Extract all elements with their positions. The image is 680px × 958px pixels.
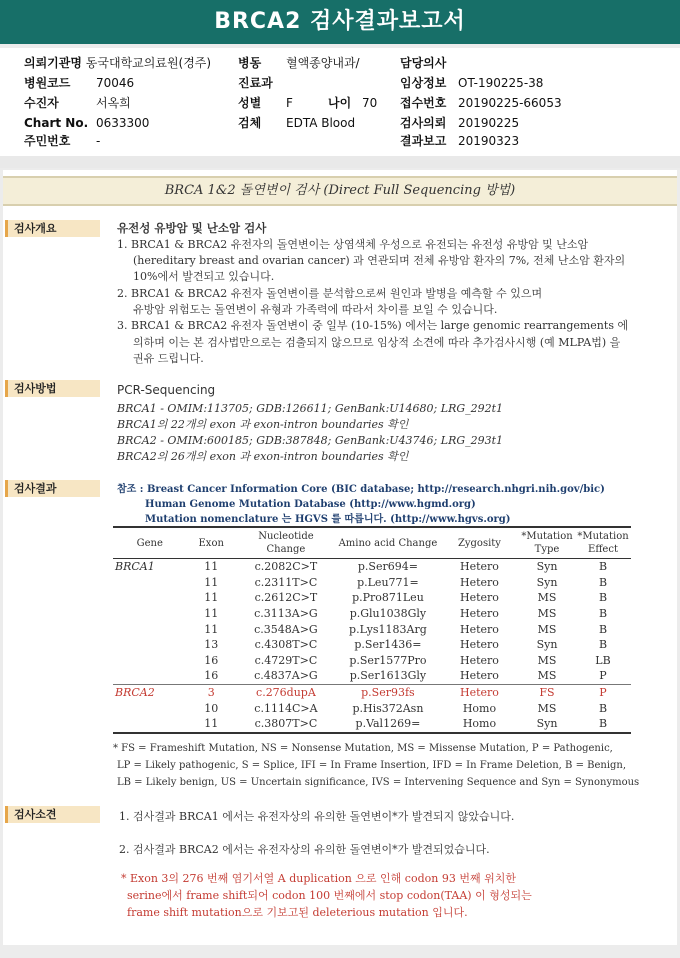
cell-exon: 11 — [204, 575, 219, 589]
cell-zygosity: Hetero — [460, 575, 499, 589]
cell-nucleotide: c.4308T>C — [254, 638, 318, 652]
cell-exon: 11 — [204, 607, 219, 621]
cell-exon: 11 — [204, 591, 219, 605]
specimen-label: 검체 — [238, 116, 262, 130]
cell-nucleotide: c.3548A>G — [254, 622, 318, 636]
patient-row — [24, 94, 131, 112]
cell-zygosity: Hetero — [460, 638, 499, 652]
section-label-conclusion: 검사소견 — [5, 806, 100, 823]
reference-line: 참조 : Breast Cancer Information Core (BIC database; http://research.nhgri.nih.gov/bic) — [117, 484, 605, 495]
col-zygosity: Zygosity — [440, 527, 519, 559]
physician-row — [400, 54, 446, 72]
footnote-line: LB = Likely benign, US = Uncertain significance, IVS = Intervening Sequence and Syn = Synonymous — [117, 777, 640, 788]
section-label-method: 검사방법 — [5, 380, 100, 397]
reference-line: Mutation nomenclature 는 HGVS 를 따릅니다. (http://www.hgvs.org) — [145, 514, 511, 525]
table-row — [113, 590, 631, 606]
cell-amino-acid: p.Ser93fs — [336, 684, 440, 700]
method-line: BRCA1의 22개의 exon 과 exon-intron boundaries 확인 — [117, 418, 409, 431]
cell-mutation-effect: P — [599, 669, 607, 683]
cell-nucleotide: c.4729T>C — [254, 653, 318, 667]
overview-line: 10%에서 발견되고 있습니다. — [133, 270, 275, 283]
clinical-info-value: OT-190225-38 — [458, 76, 544, 90]
cell-mutation-type: MS — [537, 701, 557, 715]
request-date-label: 검사의뢰 — [400, 116, 447, 130]
cell-mutation-effect: B — [598, 575, 608, 589]
cell-exon: 10 — [204, 701, 219, 715]
chart-no-value: 0633300 — [96, 116, 150, 130]
table-row — [113, 716, 631, 733]
conclusion-line: 2. 검사결과 BRCA2 에서는 유전자상의 유의한 돌연변이*가 발견되었습니다. — [119, 843, 490, 856]
clinical-info-label: 임상정보 — [400, 76, 447, 90]
cell-nucleotide: c.4837A>G — [254, 669, 318, 683]
cell-mutation-type: MS — [537, 669, 557, 683]
report-date-value: 20190323 — [458, 134, 520, 148]
table-row — [113, 668, 631, 684]
resident-no-value: - — [96, 134, 101, 148]
table-row — [113, 700, 631, 716]
age-row — [328, 94, 378, 112]
cell-mutation-type: MS — [537, 607, 557, 621]
cell-gene — [113, 637, 187, 653]
method-heading: PCR-Sequencing — [117, 383, 216, 397]
table-row — [113, 575, 631, 591]
patient-info-header — [0, 48, 680, 156]
cell-gene — [113, 606, 187, 622]
cell-nucleotide: c.2311T>C — [254, 575, 318, 589]
cell-gene — [113, 621, 187, 637]
cell-zygosity: Hetero — [440, 684, 519, 700]
mutation-table — [113, 526, 631, 734]
overview-heading: 유전성 유방암 및 난소암 검사 — [117, 221, 267, 235]
age-label: 나이 — [328, 96, 352, 110]
cell-exon: 16 — [204, 669, 219, 683]
conclusion-note-line: serine에서 frame shift되어 codon 100 번째에서 stop codon(TAA) 이 형성되는 — [127, 889, 532, 902]
cell-mutation-type: Syn — [536, 575, 558, 589]
report-title: BRCA2 검사결과보고서 — [0, 0, 680, 44]
cell-nucleotide: c.276dupA — [236, 684, 336, 700]
method-line: BRCA1 - OMIM:113705; GDB:126611; GenBank:U14680; LRG_292t1 — [117, 402, 504, 415]
conclusion-note-line: * Exon 3의 276 번째 염기서열 A duplication 으로 인해 codon 93 번째 위치한 — [121, 872, 516, 885]
department-label: 진료과 — [238, 76, 273, 90]
receipt-no-value: 20190225-66053 — [458, 96, 562, 110]
cell-mutation-type: MS — [537, 653, 557, 667]
cell-mutation-type: Syn — [536, 560, 558, 574]
reference-line: Human Genome Mutation Database (http://www.hgmd.org) — [145, 499, 476, 510]
overview-line: 2. BRCA1 & BRCA2 유전자 돌연변이를 분석함으로써 원인과 발병을 예측할 수 있으며 — [117, 287, 543, 300]
cell-zygosity: Hetero — [460, 591, 499, 605]
cell-mutation-effect: B — [598, 638, 608, 652]
table-row — [113, 606, 631, 622]
cell-gene — [113, 700, 187, 716]
col-exon: Exon — [187, 527, 236, 559]
cell-amino-acid: p.Ser694= — [357, 560, 418, 574]
hospital-code-row — [24, 74, 135, 92]
cell-amino-acid: p.His372Asn — [352, 701, 424, 715]
overview-line: 권유 드립니다. — [133, 352, 204, 365]
physician-label: 담당의사 — [400, 56, 447, 70]
hospital-code-label: 병원코드 — [24, 76, 71, 90]
request-date-value: 20190225 — [458, 116, 520, 130]
cell-zygosity: Hetero — [460, 653, 499, 667]
cell-gene: BRCA1 — [115, 560, 155, 574]
cell-zygosity: Homo — [462, 701, 497, 715]
report-page — [3, 170, 677, 945]
table-header-row — [113, 527, 631, 559]
overview-line: 의하며 이는 본 검사법만으로는 검출되지 않으므로 임상적 소견에 따라 추가검사시행 (예 MLPA법) 을 — [133, 336, 621, 349]
cell-exon: 11 — [204, 560, 219, 574]
resident-no-row — [24, 132, 101, 150]
cell-nucleotide: c.3113A>G — [254, 607, 318, 621]
cell-mutation-effect: B — [598, 560, 608, 574]
cell-mutation-effect: B — [598, 701, 608, 715]
patient-label: 수진자 — [24, 96, 59, 110]
cell-mutation-effect: LB — [595, 653, 611, 667]
footnote-line: * FS = Frameshift Mutation, NS = Nonsense Mutation, MS = Missense Mutation, P = Pathogenic, — [113, 743, 613, 754]
overview-line: (hereditary breast and ovarian cancer) 과 연관되며 전체 유방암 환자의 7%, 전체 난소암 환자의 — [133, 254, 626, 267]
cell-exon: 16 — [204, 653, 219, 667]
ward-row — [238, 54, 360, 72]
report-date-label: 결과보고 — [400, 134, 447, 148]
ward-value: 혈액종양내과/ — [286, 56, 360, 70]
age-value: 70 — [362, 96, 378, 110]
cell-exon: 11 — [187, 716, 236, 733]
cell-mutation-type: MS — [537, 622, 557, 636]
test-banner: BRCA 1&2 돌연변이 검사 (Direct Full Sequencing 방법) — [3, 176, 677, 206]
cell-amino-acid: p.Pro871Leu — [352, 591, 424, 605]
overview-line: 유방암 위험도는 돌연변이 유형과 가족력에 따라서 차이를 보일 수 있습니다. — [133, 303, 498, 316]
sex-row — [238, 94, 293, 112]
cell-mutation-type: Syn — [519, 716, 575, 733]
cell-amino-acid: p.Ser1436= — [354, 638, 422, 652]
table-row — [113, 559, 631, 575]
department-row — [238, 74, 273, 92]
col-gene: Gene — [113, 527, 187, 559]
cell-gene — [113, 653, 187, 669]
cell-nucleotide: c.3807T>C — [236, 716, 336, 733]
chart-no-label: Chart No. — [24, 116, 89, 130]
cell-mutation-effect: P — [575, 684, 631, 700]
cell-mutation-type: MS — [537, 591, 557, 605]
receipt-no-label: 접수번호 — [400, 96, 447, 110]
cell-gene — [113, 590, 187, 606]
section-label-overview: 검사개요 — [5, 220, 100, 237]
report-date-row — [400, 132, 520, 150]
cell-gene — [113, 716, 187, 733]
cell-mutation-type: Syn — [536, 638, 558, 652]
col-mutation-type: *Mutation Type — [519, 527, 575, 559]
section-label-result: 검사결과 — [5, 480, 100, 497]
conclusion-note-line: frame shift mutation으로 기보고된 deleterious mutation 입니다. — [127, 906, 468, 919]
col-mutation-effect: *Mutation Effect — [575, 527, 631, 559]
hospital-code-value: 70046 — [96, 76, 135, 90]
clinical-info-row — [400, 74, 544, 92]
cell-zygosity: Hetero — [460, 669, 499, 683]
cell-gene — [113, 668, 187, 684]
ward-label: 병동 — [238, 56, 262, 70]
specimen-row — [238, 114, 356, 132]
conclusion-line: 1. 검사결과 BRCA1 에서는 유전자상의 유의한 돌연변이*가 발견되지 않았습니다. — [119, 810, 515, 823]
table-row — [113, 637, 631, 653]
col-nucleotide: Nucleotide Change — [236, 527, 336, 559]
cell-exon: 11 — [204, 622, 219, 636]
resident-no-label: 주민번호 — [24, 134, 71, 148]
cell-mutation-effect: B — [598, 607, 608, 621]
cell-amino-acid: p.Leu771= — [357, 575, 419, 589]
cell-exon: 3 — [187, 684, 236, 700]
method-line: BRCA2 - OMIM:600185; GDB:387848; GenBank:U43746; LRG_293t1 — [117, 434, 504, 447]
cell-zygosity: Homo — [440, 716, 519, 733]
cell-zygosity: Hetero — [460, 560, 499, 574]
cell-zygosity: Hetero — [460, 622, 499, 636]
mutation-table-body — [113, 559, 631, 733]
sex-value: F — [286, 96, 293, 110]
specimen-value: EDTA Blood — [286, 116, 356, 130]
cell-amino-acid: p.Ser1577Pro — [349, 653, 427, 667]
receipt-no-row — [400, 94, 562, 112]
cell-mutation-effect: B — [575, 716, 631, 733]
cell-nucleotide: c.2612C>T — [254, 591, 318, 605]
cell-mutation-type: FS — [519, 684, 575, 700]
cell-mutation-effect: B — [598, 591, 608, 605]
cell-amino-acid: p.Ser1613Gly — [349, 669, 427, 683]
institution-row — [24, 54, 211, 72]
col-amino-acid: Amino acid Change — [336, 527, 440, 559]
institution-value: 동국대학교의료원(경주) — [85, 56, 212, 70]
cell-amino-acid: p.Glu1038Gly — [349, 607, 427, 621]
table-row — [113, 653, 631, 669]
cell-gene — [113, 575, 187, 591]
method-line: BRCA2의 26개의 exon 과 exon-intron boundaries 확인 — [117, 450, 409, 463]
cell-gene: BRCA2 — [113, 684, 187, 700]
overview-line: 1. BRCA1 & BRCA2 유전자의 돌연변이는 상염색체 우성으로 유전되는 유전성 유방암 및 난소암 — [117, 238, 589, 251]
request-date-row — [400, 114, 520, 132]
separator-stripe — [0, 156, 680, 168]
chart-no-row — [24, 114, 150, 132]
cell-exon: 13 — [204, 638, 219, 652]
table-row — [113, 621, 631, 637]
cell-amino-acid: p.Lys1183Arg — [349, 622, 427, 636]
cell-mutation-effect: B — [598, 622, 608, 636]
table-row — [113, 684, 631, 700]
overview-line: 3. BRCA1 & BRCA2 유전자 돌연변이 중 일부 (10-15%) 에서는 large genomic rearrangements 에 — [117, 319, 629, 332]
cell-nucleotide: c.2082C>T — [254, 560, 318, 574]
cell-nucleotide: c.1114C>A — [254, 701, 318, 715]
sex-label: 성별 — [238, 96, 262, 110]
institution-label: 의뢰기관명 — [24, 56, 82, 70]
cell-zygosity: Hetero — [460, 607, 499, 621]
patient-value: 서옥희 — [96, 96, 131, 110]
footnote-line: LP = Likely pathogenic, S = Splice, IFI = In Frame Insertion, IFD = In Frame Deletion, B = Benign, — [117, 760, 627, 771]
cell-amino-acid: p.Val1269= — [336, 716, 440, 733]
